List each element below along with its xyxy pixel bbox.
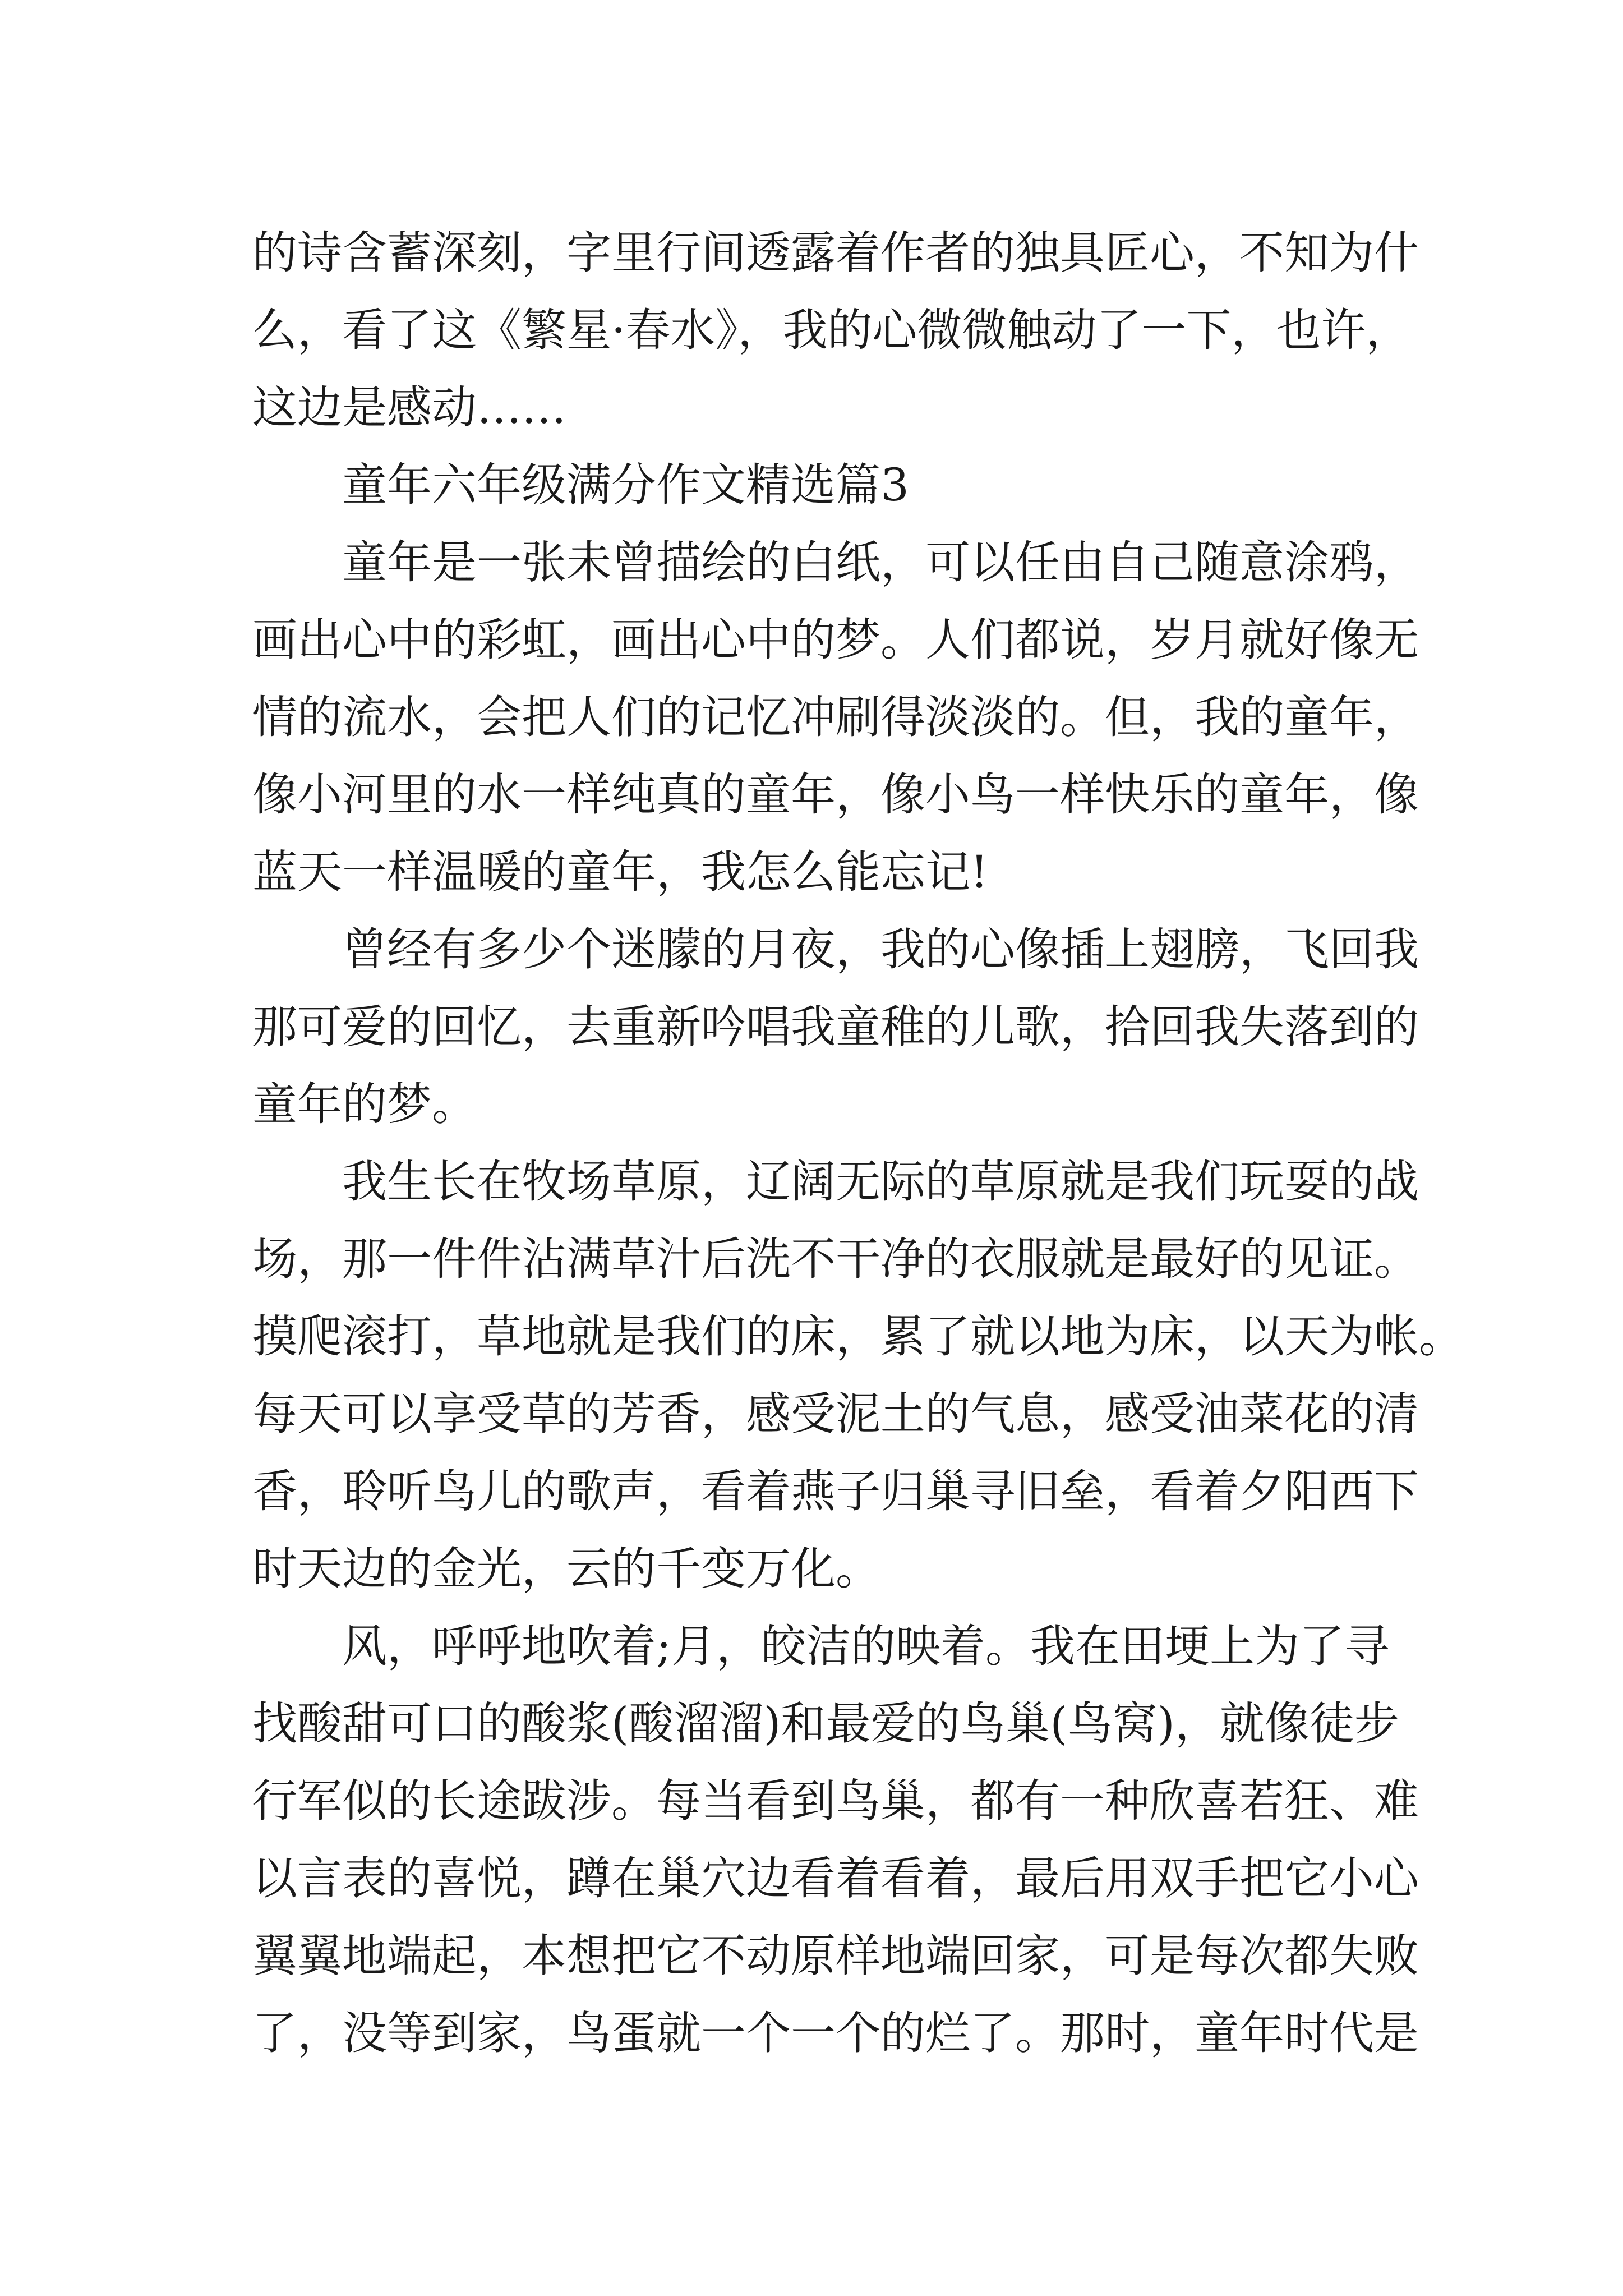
text-line: 香，聆听鸟儿的歌声，看着燕子归巢寻旧垒，看着夕阳西下 xyxy=(252,1465,1419,1517)
paragraph xyxy=(252,1143,1464,1608)
text-line: 这边是感动…… xyxy=(252,381,566,434)
text-line: 翼翼地端起，本想把它不动原样地端回家，可是每次都失败 xyxy=(252,1930,1419,1982)
section-title: 童年六年级满分作文精选篇3 xyxy=(342,459,909,511)
text-line: 那可爱的回忆，去重新吟唱我童稚的儿歌，拾回我失落到的 xyxy=(252,1001,1419,1053)
text-line: 找酸甜可口的酸浆(酸溜溜)和最爱的鸟巢(鸟窝)，就像徒步 xyxy=(252,1697,1399,1750)
text-line: 行军似的长途跋涉。每当看到鸟巢，都有一种欣喜若狂、难 xyxy=(252,1775,1419,1827)
text-line: 以言表的喜悦，蹲在巢穴边看着看着，最后用双手把它小心 xyxy=(252,1852,1419,1904)
text-line: 的诗含蓄深刻，字里行间透露着作者的独具匠心，不知为什 xyxy=(252,227,1419,279)
text-line: 了，没等到家，鸟蛋就一个一个的烂了。那时，童年时代是 xyxy=(252,2007,1419,2059)
text-line: 蓝天一样温暖的童年，我怎么能忘记! xyxy=(252,846,989,898)
text-line: 场，那一件件沾满草汁后洗不干净的衣服就是最好的见证。 xyxy=(252,1233,1419,1285)
text-line: 风，呼呼地吹着;月，皎洁的映着。我在田埂上为了寻 xyxy=(342,1620,1389,1672)
text-line: 每天可以享受草的芳香，感受泥土的气息，感受油菜花的清 xyxy=(252,1388,1419,1440)
document-body xyxy=(252,214,1464,2072)
paragraph xyxy=(252,524,1419,911)
text-line: 童年是一张未曾描绘的白纸，可以任由自己随意涂鸦， xyxy=(342,536,1419,588)
intro-paragraph xyxy=(252,214,1419,447)
text-line: 我生长在牧场草原，辽阔无际的草原就是我们玩耍的战 xyxy=(342,1156,1419,1208)
text-line: 画出心中的彩虹，画出心中的梦。人们都说，岁月就好像无 xyxy=(252,614,1419,666)
paragraph xyxy=(252,1608,1419,2072)
text-line: 摸爬滚打，草地就是我们的床，累了就以地为床，以天为帐。 xyxy=(252,1310,1464,1363)
text-line: 童年的梦。 xyxy=(252,1078,477,1130)
paragraph xyxy=(252,911,1419,1143)
text-line: 曾经有多少个迷朦的月夜，我的心像插上翅膀，飞回我 xyxy=(342,923,1419,976)
text-line: 情的流水，会把人们的记忆冲刷得淡淡的。但，我的童年， xyxy=(252,691,1419,743)
text-line: 么，看了这《繁星·春水》，我的心微微触动了一下，也许， xyxy=(252,304,1411,356)
text-line: 像小河里的水一样纯真的童年，像小鸟一样快乐的童年，像 xyxy=(252,769,1419,821)
text-line: 时天边的金光，云的千变万化。 xyxy=(252,1543,880,1595)
